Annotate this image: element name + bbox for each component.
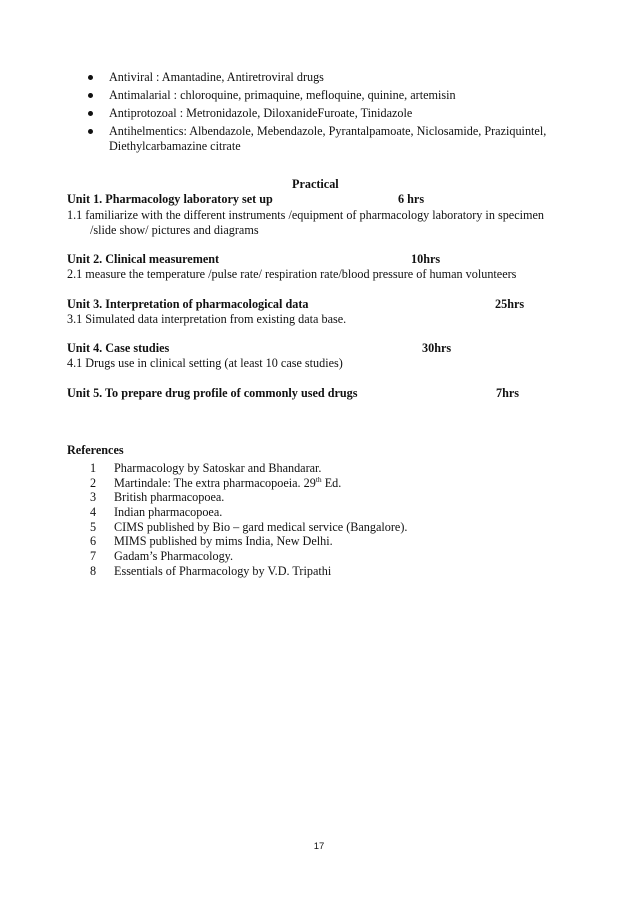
reference-text-wrapper: [114, 476, 341, 491]
reference-number: 3: [90, 490, 97, 505]
unit-title: Unit 3. Interpretation of pharmacological data: [67, 297, 309, 311]
list-item-text: Antiprotozoal : Metronidazole, DiloxanideFuroate, Tinidazole: [109, 106, 413, 120]
unit-line: 2.1 measure the temperature /pulse rate/ respiration rate/blood pressure of human volunteers: [67, 267, 517, 281]
drug-class-list: [88, 70, 546, 157]
bullet-icon: [88, 93, 93, 98]
reference-number: 2: [90, 475, 97, 490]
reference-text: Martindale: The extra pharmacopoeia. 29: [114, 475, 316, 490]
unit-title: Unit 2. Clinical measurement: [67, 252, 220, 266]
unit-line: 4.1 Drugs use in clinical setting (at least 10 case studies): [67, 356, 343, 370]
unit-title: Unit 4. Case studies: [67, 341, 170, 355]
reference-text: MIMS published by mims India, New Delhi.: [114, 534, 333, 549]
unit-hours: 30hrs: [422, 341, 452, 355]
list-item-continuation: Diethylcarbamazine citrate: [109, 139, 241, 153]
page-number: 17: [313, 841, 325, 852]
unit-hours: 25hrs: [495, 297, 525, 311]
list-item: [88, 70, 546, 85]
reference-number: 8: [90, 563, 97, 578]
list-item-text: Antihelmentics: Albendazole, Mebendazole, Pyrantalpamoate, Niclosamide, Praziquintel,: [109, 124, 547, 138]
section-heading-practical: Practical: [292, 177, 339, 191]
references-heading: References: [67, 443, 124, 457]
reference-text: Essentials of Pharmacology by V.D. Tripathi: [114, 563, 332, 578]
list-item-text: Antiviral : Amantadine, Antiretroviral drugs: [109, 70, 324, 84]
unit-hours: 7hrs: [496, 386, 520, 400]
reference-number: 6: [90, 534, 97, 549]
list-item: [88, 124, 546, 154]
reference-number: 1: [90, 461, 97, 475]
reference-text: Pharmacology by Satoskar and Bhandarar.: [114, 461, 322, 475]
list-item: [88, 106, 546, 121]
reference-text: Indian pharmacopoea.: [114, 505, 223, 520]
unit-title: Unit 5. To prepare drug profile of commonly used drugs: [67, 386, 358, 400]
unit-line: 1.1 familiarize with the different instruments /equipment of pharmacology laboratory in specimen: [67, 208, 544, 222]
bullet-icon: [88, 111, 93, 116]
list-item: [88, 88, 546, 103]
unit-title: Unit 1. Pharmacology laboratory set up: [67, 192, 273, 206]
reference-text-suffix: Ed.: [321, 475, 342, 490]
unit-hours: 10hrs: [411, 252, 441, 266]
reference-text: CIMS published by Bio – gard medical service (Bangalore).: [114, 519, 408, 534]
reference-number: 4: [90, 505, 97, 520]
unit-line: 3.1 Simulated data interpretation from existing data base.: [67, 312, 347, 326]
reference-text: Gadam’s Pharmacology.: [114, 549, 234, 564]
list-item-text: Antimalarial : chloroquine, primaquine, mefloquine, quinine, artemisin: [109, 88, 456, 102]
unit-hours: 6 hrs: [398, 192, 425, 206]
reference-text: British pharmacopoea.: [114, 490, 225, 505]
reference-number: 7: [90, 549, 97, 564]
bullet-icon: [88, 129, 93, 134]
reference-number: 5: [90, 519, 97, 534]
bullet-icon: [88, 75, 93, 80]
reference-superscript: th: [315, 474, 322, 484]
unit-line: /slide show/ pictures and diagrams: [90, 223, 259, 237]
